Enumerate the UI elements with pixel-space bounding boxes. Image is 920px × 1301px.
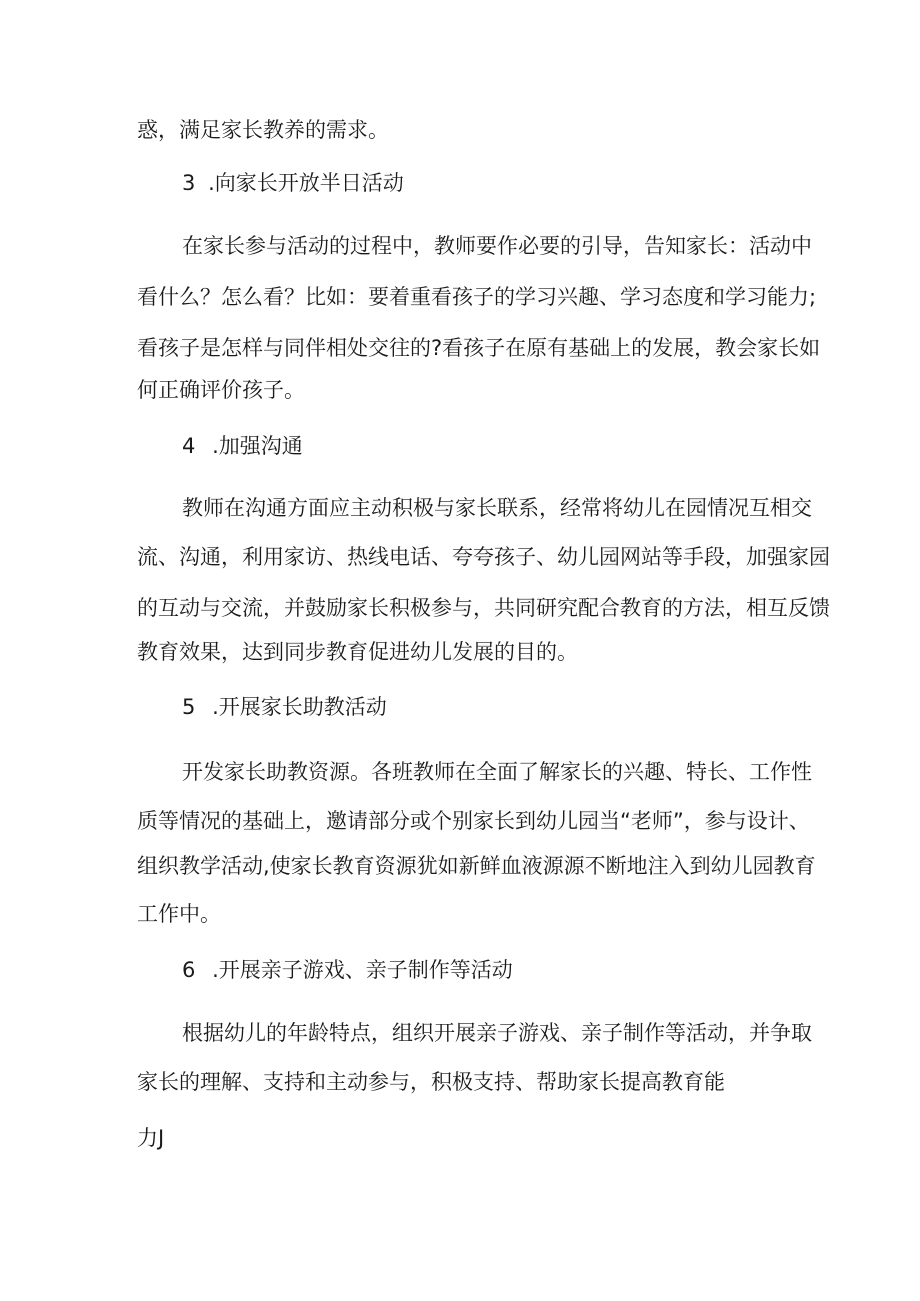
- paragraph-line: 工作中。: [137, 902, 221, 926]
- paragraph-line: 的互动与交流，并鼓励家长积极参与，共同研究配合教育的方法，相互反馈: [137, 596, 830, 620]
- paragraph-line: 教师在沟通方面应主动积极与家长联系，经常将幼儿在园情况互相交: [182, 496, 812, 520]
- paragraph-line: 家长的理解、支持和主动参与，积极支持、帮助家长提高教育能: [137, 1070, 725, 1094]
- paragraph-tail: 力J: [137, 1126, 165, 1150]
- heading-number: 5: [182, 695, 196, 719]
- paragraph-line: 看孩子是怎样与同伴相处交往的?看孩子在原有基础上的发展，教会家长如: [137, 336, 821, 360]
- paragraph-line: 组织教学活动,使家长教育资源犹如新鲜血液源源不断地注入到幼儿园教育: [137, 854, 816, 878]
- section-heading-4: [182, 431, 303, 461]
- heading-number: 4: [182, 434, 196, 458]
- section-heading-3: [182, 168, 404, 198]
- paragraph-line: 开发家长助教资源。各班教师在全面了解家长的兴趣、特长、工作性: [182, 760, 812, 784]
- paragraph-line: 何正确评价孩子。: [137, 378, 305, 402]
- paragraph-line: 惑，满足家长教养的需求。: [137, 118, 389, 142]
- section-heading-5: [182, 692, 387, 722]
- paragraph-line: 根据幼儿的年龄特点，组织开展亲子游戏、亲子制作等活动，并争取: [182, 1021, 812, 1045]
- heading-title: .加强沟通: [212, 434, 303, 458]
- paragraph-line: 流、沟通，利用家访、热线电话、夸夸孩子、幼儿园网站等手段，加强家园: [137, 545, 830, 569]
- heading-number: 6: [182, 958, 196, 982]
- heading-number: 3: [182, 171, 196, 195]
- paragraph-line: 看什么？怎么看？比如：要着重看孩子的学习兴趣、学习态度和学习能力;: [137, 285, 817, 309]
- paragraph-line: 质等情况的基础上，邀请部分或个别家长到幼儿园当“老师”，参与设计、: [137, 809, 810, 833]
- heading-title: .开展亲子游戏、亲子制作等活动: [212, 958, 513, 982]
- section-heading-6: [182, 955, 513, 985]
- paragraph-line: 在家长参与活动的过程中，教师要作必要的引导，告知家长：活动中: [182, 234, 812, 258]
- heading-title: .开展家长助教活动: [212, 695, 387, 719]
- paragraph-line: 教育效果，达到同步教育促进幼儿发展的目的。: [137, 640, 578, 664]
- heading-title: .向家长开放半日活动: [208, 171, 404, 195]
